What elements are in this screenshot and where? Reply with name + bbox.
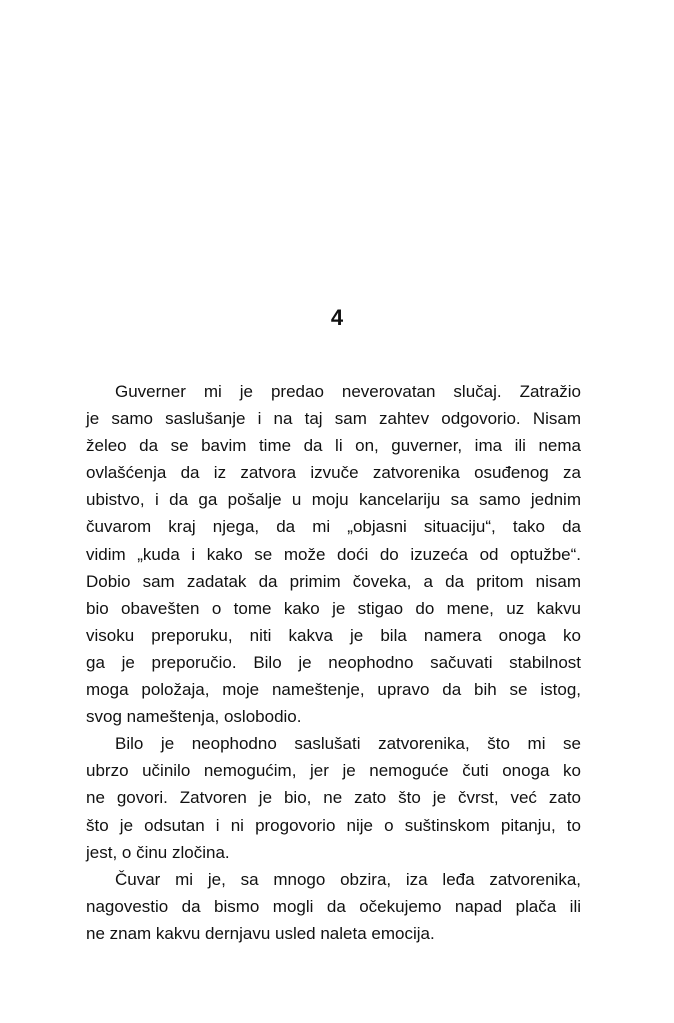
text-line: ne znam kakvu dernjavu usled naleta emocija. [86, 923, 435, 943]
text-line: ubistvo, i da ga pošalje u moju kancelariju sa samo jednim [86, 490, 581, 510]
text-line: jest, o činu zločina. [86, 842, 230, 862]
paragraph-1 [86, 378, 581, 730]
text-line: nagovestio da bismo mogli da očekujemo napad plača ili [86, 896, 581, 916]
text-line: moga položaja, moje nameštenje, upravo da bih se istog, [86, 680, 581, 700]
text-line: ne govori. Zatvoren je bio, ne zato što je čvrst, već zato [86, 788, 581, 808]
text-line: Guverner mi je predao neverovatan slučaj. Zatražio [115, 382, 581, 401]
text-line: ga je preporučio. Bilo je neophodno sačuvati stabilnost [86, 652, 581, 672]
text-line: svog nameštenja, oslobodio. [86, 707, 302, 727]
text-line: bio obavešten o tome kako je stigao do mene, uz kakvu [86, 598, 581, 618]
text-line: ubrzo učinilo nemogućim, jer je nemoguće čuti onoga ko [86, 761, 581, 781]
text-line: ovlašćenja da iz zatvora izvuče zatvorenika osuđenog za [86, 463, 581, 483]
text-line: visoku preporuku, niti kakva je bila namera onoga ko [86, 625, 581, 645]
text-line: vidim „kuda i kako se može doći do izuzeća od optužbe“. [86, 544, 581, 564]
text-line: Dobio sam zadatak da primim čoveka, a da pritom nisam [86, 571, 581, 591]
chapter-body [86, 378, 581, 947]
text-line: Bilo je neophodno saslušati zatvorenika, što mi se [115, 734, 581, 754]
paragraph-3 [86, 866, 581, 947]
paragraph-2 [86, 730, 581, 865]
text-line: želeo da se bavim time da li on, guverner, ima ili nema [86, 436, 581, 456]
text-line: Čuvar mi je, sa mnogo obzira, iza leđa zatvorenika, [115, 869, 581, 889]
text-line: čuvarom kraj njega, da mi „objasni situaciju“, tako da [86, 517, 581, 537]
text-line: što je odsutan i ni progovorio nije o suštinskom pitanju, to [86, 815, 581, 835]
text-line: je samo saslušanje i na taj sam zahtev odgovorio. Nisam [86, 409, 581, 429]
chapter-number: 4 [330, 305, 344, 330]
